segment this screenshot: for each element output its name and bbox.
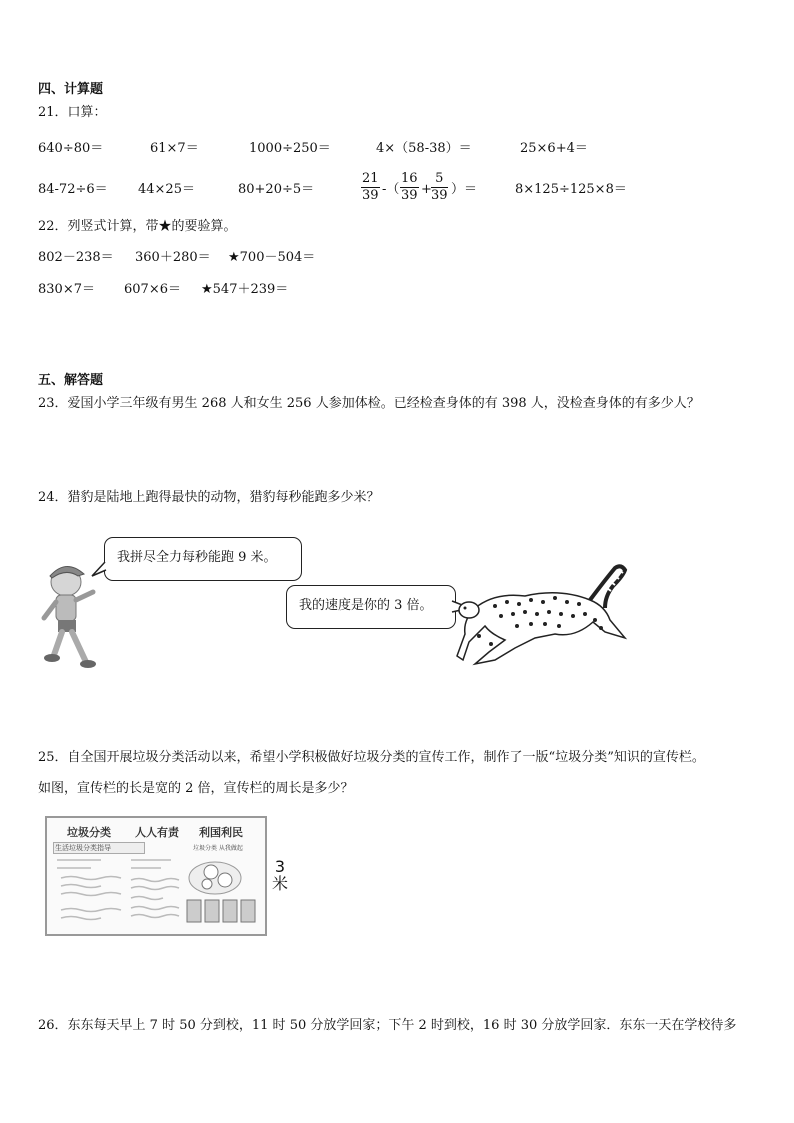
q21-item: 640÷80＝	[38, 141, 104, 156]
fraction-numerator: 5	[431, 171, 448, 188]
fraction-denominator: 39	[431, 188, 448, 203]
fraction-denominator: 39	[401, 188, 418, 203]
fraction-5-39	[431, 171, 448, 204]
q23-text: 23．爱国小学三年级有男生 268 人和女生 256 人参加体检。已经检查身体的有 398 人，没检查身体的有多少人？	[38, 396, 700, 411]
bulletin-board	[45, 816, 267, 936]
cheetah-speech-text: 我的速度是你的 3 倍。	[299, 598, 433, 613]
board-content-graphics	[51, 854, 261, 930]
bubble-tail	[90, 560, 110, 580]
q22-item: ★700－504＝	[228, 250, 316, 265]
cheetah-speech-bubble	[286, 585, 456, 629]
fraction-16-39	[400, 171, 419, 204]
fraction-numerator: 21	[362, 171, 379, 186]
q21-item: 84-72÷6＝	[38, 182, 108, 197]
q21-item: 80+20÷5＝	[238, 182, 315, 197]
board-title-2: 人人有责	[135, 826, 179, 839]
q22-item: 360＋280＝	[135, 250, 211, 265]
q24-text: 24．猎豹是陆地上跑得最快的动物，猎豹每秒能跑多少米？	[38, 490, 380, 505]
board-title-3: 利国利民	[199, 826, 243, 839]
close-paren-equals: ）＝	[451, 182, 478, 197]
q25-line-1: 25．自全国开展垃圾分类活动以来，希望小学积极做好垃圾分类的宣传工作，制作了一版“垃圾分类”知识的宣传栏。	[38, 750, 705, 765]
boy-speech-bubble	[104, 537, 302, 581]
q21-item: 8×125÷125×8＝	[515, 182, 627, 197]
plus-sign: +	[421, 182, 432, 197]
q26-text: 26．东东每天早上 7 时 50 分到校，11 时 50 分放学回家；下午 2 时到校，16 时 30 分放学回家．东东一天在学校待多	[38, 1018, 737, 1033]
q22-item: 802－238＝	[38, 250, 114, 265]
cheetah-illustration	[455, 560, 635, 670]
minus-paren: -（	[382, 182, 400, 197]
q25-line-2: 如图，宣传栏的长是宽的 2 倍，宣传栏的周长是多少？	[38, 781, 354, 796]
q22-item: 830×7＝	[38, 282, 95, 297]
board-width-label: 3 米	[271, 857, 288, 893]
q21-item: 61×7＝	[150, 141, 199, 156]
fraction-numerator: 16	[401, 171, 418, 186]
boy-speech-text: 我拼尽全力每秒能跑 9 米。	[117, 550, 277, 565]
section-4-heading: 四、计算题	[38, 82, 104, 97]
q22-item: 607×6＝	[124, 282, 181, 297]
section-5-heading: 五、解答题	[38, 373, 104, 388]
fraction-denominator: 39	[362, 188, 379, 203]
q21-item: 1000÷250＝	[249, 141, 331, 156]
board-sub-right: 垃圾分类 从我做起	[193, 845, 243, 852]
board-title-1: 垃圾分类	[67, 826, 111, 839]
q21-item: 4×（58-38）＝	[376, 141, 472, 156]
q21-label: 21．口算：	[38, 105, 107, 120]
q22-item: ★547＋239＝	[201, 282, 289, 297]
board-sub-left: 生活垃圾分类指导	[55, 844, 111, 852]
q22-label: 22．列竖式计算，带★的要验算。	[38, 219, 237, 234]
fraction-21-39	[361, 171, 380, 204]
q21-item: 44×25＝	[138, 182, 195, 197]
q21-item: 25×6+4＝	[520, 141, 588, 156]
